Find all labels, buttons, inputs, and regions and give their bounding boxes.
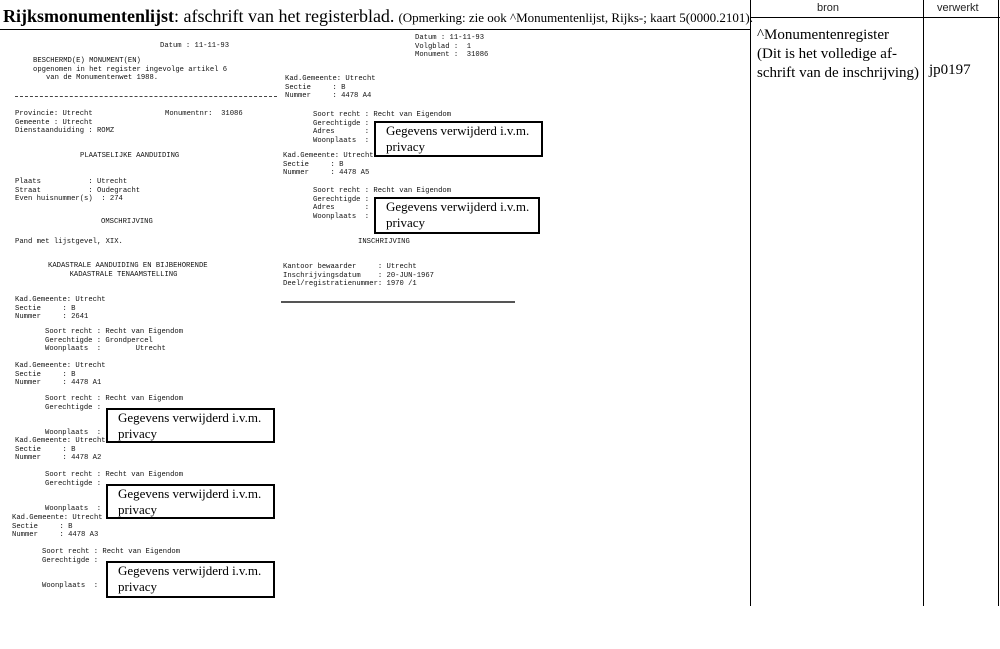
kad-block-a1: Kad.Gemeente: Utrecht Sectie : B Nummer : 4478 A1	[15, 362, 106, 388]
inschrijving-heading: INSCHRIJVING	[358, 238, 410, 246]
plaatselijke-heading: PLAATSELIJKE AANDUIDING	[80, 152, 180, 160]
left-heading: BESCHERMD(E) MONUMENT(EN) opgenomen in het register ingevolge artikel 6 van de Monumentenwet 1988.	[33, 57, 228, 83]
header-rule	[0, 29, 750, 30]
omschrijving-heading: OMSCHRIJVING	[101, 218, 153, 226]
title-bold: Rijksmonumentenlijst	[3, 6, 175, 26]
kad-block-a4: Kad.Gemeente: Utrecht Sectie : B Nummer : 4478 A4	[285, 75, 376, 101]
verwerkt-text: jp0197	[929, 62, 971, 78]
title-rest: : afschrift van het registerblad.	[174, 6, 395, 26]
column-header-rule	[750, 17, 1000, 18]
kad-block-a3: Kad.Gemeente: Utrecht Sectie : B Nummer : 4478 A3	[12, 514, 103, 540]
column-divider-middle	[923, 0, 924, 606]
recht-block-a1: Soort recht : Recht van Eigendom Gerechtigde : Woonplaats :	[45, 395, 184, 438]
pand-text: Pand met lijstgevel, XIX.	[15, 238, 123, 246]
right-datum-block: Datum : 11-11-93 Volgblad : 1 Monument : 31086	[415, 34, 489, 60]
column-divider-right	[998, 0, 999, 606]
bron-column-header: bron	[817, 2, 840, 14]
title-note: (Opmerking: zie ook ^Monumentenlijst, Rijks-; kaart 5(0000.2101).	[398, 10, 753, 25]
province-block: Provincie: Utrecht Gemeente : Utrecht Dienstaanduiding : ROMZ	[15, 110, 115, 136]
verwerkt-column-header: verwerkt	[937, 2, 979, 14]
recht-block-a5: Soort recht : Recht van Eigendom Gerechtigde : Adres : Woonplaats :	[313, 187, 452, 221]
redacted-box: Gegevens verwijderd i.v.m. privacy	[374, 197, 540, 234]
left-datum: Datum : 11-11-93	[160, 42, 230, 50]
recht-block-2641: Soort recht : Recht van Eigendom Gerechtigde : Grondpercel Woonplaats : Utrecht	[45, 328, 184, 354]
left-dash-rule	[15, 96, 277, 97]
redacted-box: Gegevens verwijderd i.v.m. privacy	[106, 484, 275, 519]
redacted-box: Gegevens verwijderd i.v.m. privacy	[374, 121, 543, 157]
kad-block-2641: Kad.Gemeente: Utrecht Sectie : B Nummer : 2641	[15, 296, 106, 322]
recht-block-a4: Soort recht : Recht van Eigendom Gerechtigde : Adres : Woonplaats :	[313, 111, 452, 145]
bron-text: ^Monumentenregister (Dit is het volledige af- schrift van de inschrijving)	[757, 27, 920, 81]
recht-block-a3: Soort recht : Recht van Eigendom Gerechtigde : Woonplaats :	[42, 548, 181, 591]
redacted-box: Gegevens verwijderd i.v.m. privacy	[106, 561, 275, 598]
kad-block-a5: Kad.Gemeente: Utrecht Sectie : B Nummer : 4478 A5	[283, 152, 374, 178]
document-title	[3, 6, 753, 27]
redacted-box: Gegevens verwijderd i.v.m. privacy	[106, 408, 275, 443]
kadastrale-heading: KADASTRALE AANDUIDING EN BIJBEHORENDE KADASTRALE TENAAMSTELLING	[48, 262, 208, 279]
right-bottom-rule	[281, 301, 515, 303]
column-divider-left	[750, 0, 751, 606]
kad-block-a2: Kad.Gemeente: Utrecht Sectie : B Nummer : 4478 A2	[15, 437, 106, 463]
recht-block-a2: Soort recht : Recht van Eigendom Gerechtigde : Woonplaats :	[45, 471, 184, 514]
kantoor-block: Kantoor bewaarder : Utrecht Inschrijvingsdatum : 20-JUN-1967 Deel/registratienummer: 1970 /1	[283, 263, 434, 289]
monumentnr: Monumentnr: 31086	[165, 110, 243, 118]
plaats-block: Plaats : Utrecht Straat : Oudegracht Even huisnummer(s) : 274	[15, 178, 141, 204]
